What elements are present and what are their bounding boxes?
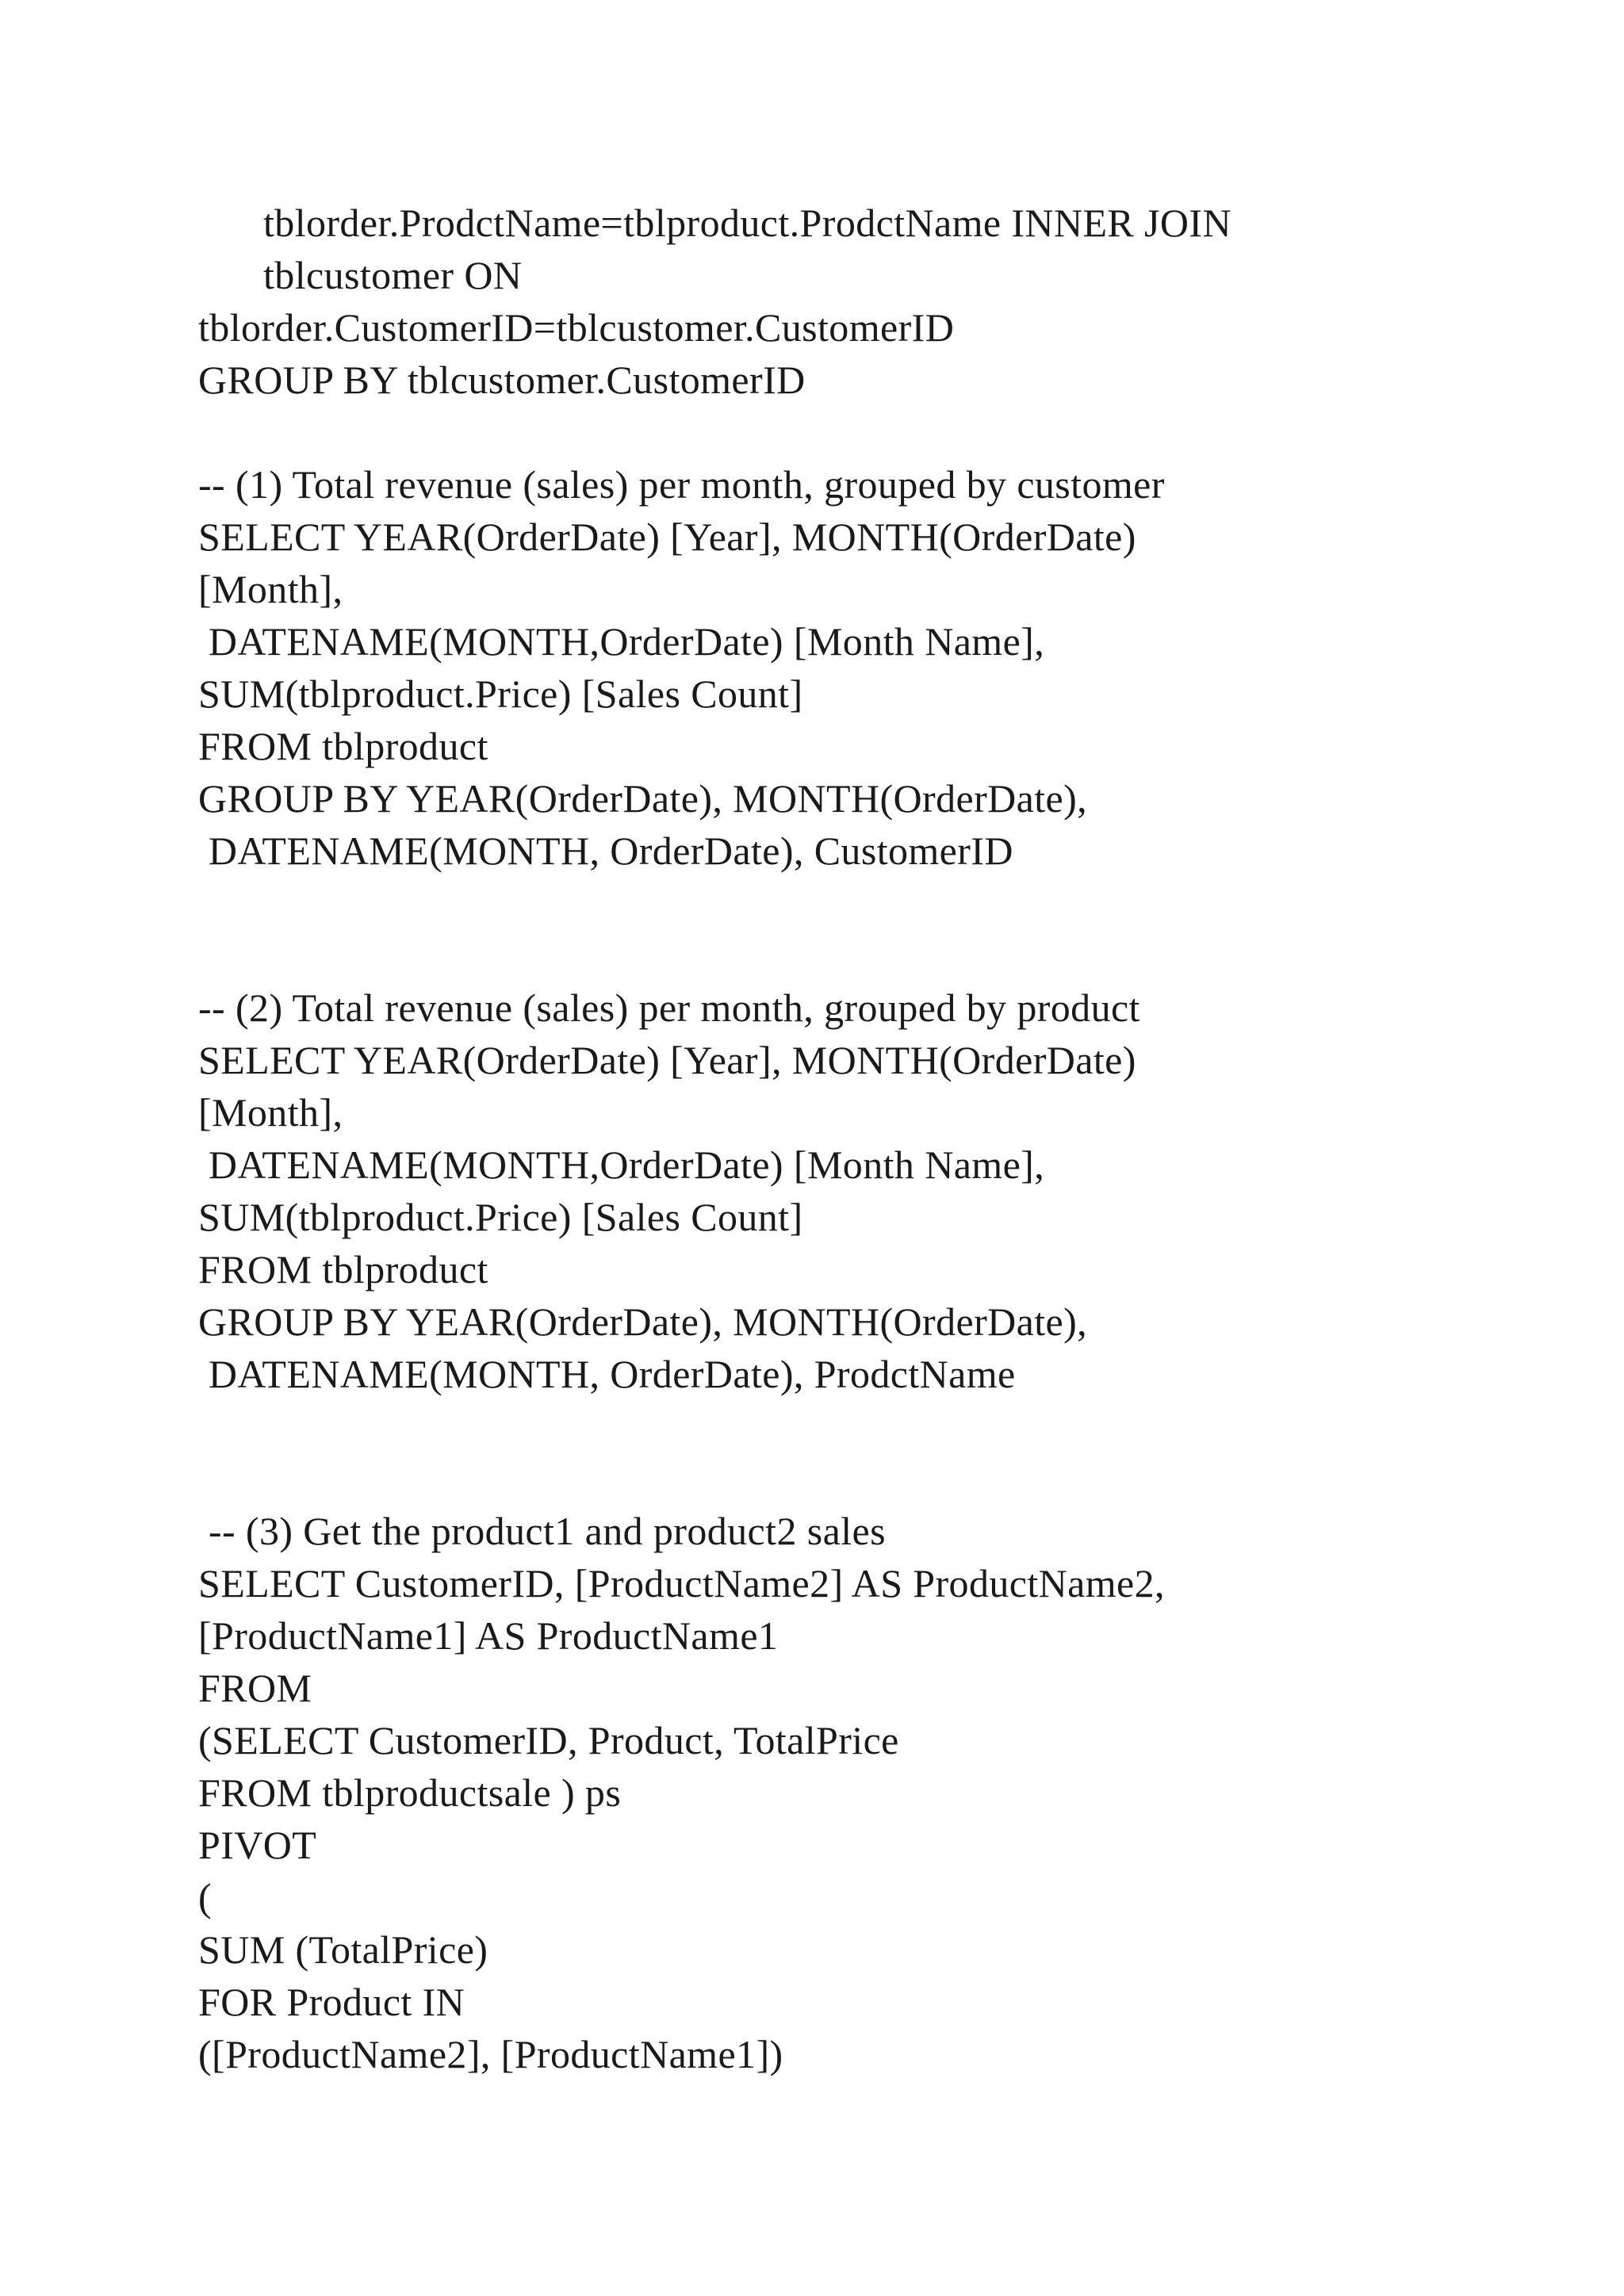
code-line: FOR Product IN [198, 1980, 465, 2024]
code-line: FROM tblproduct [198, 1247, 488, 1292]
code-line: SUM (TotalPrice) [198, 1927, 488, 1972]
code-line: [ProductName1] AS ProductName1 [198, 1613, 779, 1658]
code-line: FROM [198, 1666, 312, 1710]
code-line: SUM(tblproduct.Price) [Sales Count] [198, 672, 803, 716]
code-line: tblorder.ProdctName=tblproduct.ProdctName INNER JOIN [263, 201, 1231, 245]
code-line: DATENAME(MONTH,OrderDate) [Month Name], [198, 619, 1045, 664]
code-line: FROM tblproductsale ) ps [198, 1770, 622, 1815]
code-line: DATENAME(MONTH,OrderDate) [Month Name], [198, 1142, 1045, 1187]
code-line: ( [198, 1875, 213, 1919]
code-line: tblcustomer ON [263, 253, 523, 297]
code-line: DATENAME(MONTH, OrderDate), ProdctName [198, 1352, 1016, 1396]
code-line: (SELECT CustomerID, Product, TotalPrice [198, 1718, 899, 1762]
code-line: SELECT CustomerID, [ProductName2] AS ProductName2, [198, 1561, 1165, 1605]
code-line: SUM(tblproduct.Price) [Sales Count] [198, 1195, 803, 1239]
code-line: tblorder.CustomerID=tblcustomer.CustomerID [198, 305, 955, 350]
code-line: GROUP BY YEAR(OrderDate), MONTH(OrderDate), [198, 776, 1088, 821]
sql-comment: -- (1) Total revenue (sales) per month, grouped by customer [198, 462, 1165, 507]
code-line: DATENAME(MONTH, OrderDate), CustomerID [198, 828, 1013, 873]
code-line: SELECT YEAR(OrderDate) [Year], MONTH(OrderDate) [198, 1038, 1136, 1082]
code-line: GROUP BY YEAR(OrderDate), MONTH(OrderDate), [198, 1299, 1088, 1344]
code-line: [Month], [198, 1090, 343, 1135]
code-line: SELECT YEAR(OrderDate) [Year], MONTH(OrderDate) [198, 515, 1136, 559]
sql-comment: -- (3) Get the product1 and product2 sales [198, 1509, 886, 1553]
code-line: ([ProductName2], [ProductName1]) [198, 2032, 783, 2076]
code-line: GROUP BY tblcustomer.CustomerID [198, 358, 806, 402]
code-line: FROM tblproduct [198, 724, 488, 768]
sql-comment: -- (2) Total revenue (sales) per month, grouped by product [198, 985, 1140, 1030]
code-line: PIVOT [198, 1823, 317, 1867]
code-line: [Month], [198, 567, 343, 611]
